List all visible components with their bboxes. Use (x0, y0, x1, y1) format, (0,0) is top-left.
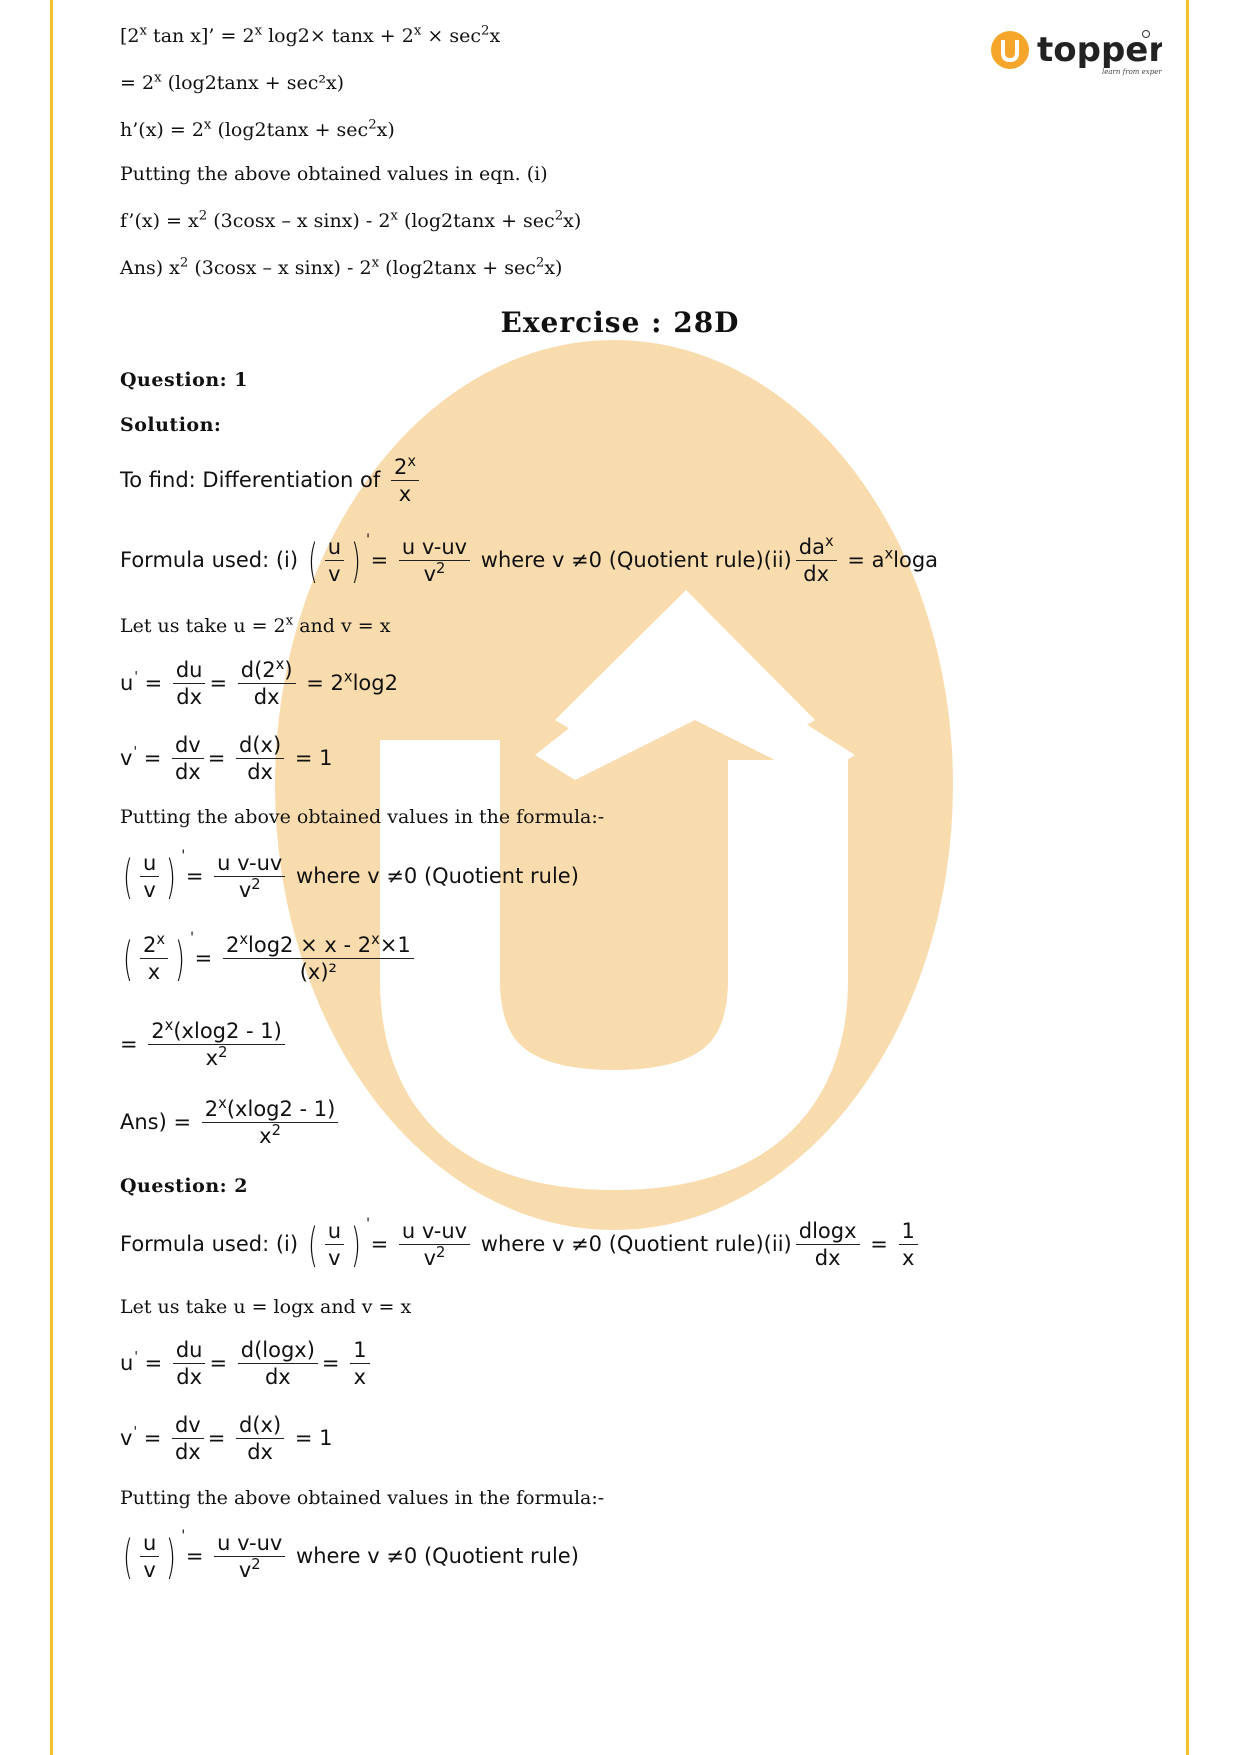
putting-text-2: Putting the above obtained values in the formula:- (120, 806, 605, 828)
quotient-rule-line-2: ( $\frac{u}{v}$ ) ' = $\frac{\text{u v-uv}}{v^2}$ where v ≠0 (Quotient rule) (123, 1528, 579, 1584)
formula-used-line: Formula used: (i) ( $\frac{u}{v}$ ) ' = $\frac{\text{u v-uv}}{v^2}$ where v ≠0 (Quotient rule)(ii) $\frac{da^x}{dx}$ = $a^x\log a$ (120, 532, 939, 588)
solution-label: Solution: (120, 414, 222, 436)
let-line-2: Let us take u = logx and v = x (120, 1296, 412, 1318)
derivative-line-2: = $2^x$ (log2tanx + sec²x) (120, 70, 345, 94)
formula-used-line-2: Formula used: (i) ( $\frac{u}{v}$ ) ' = $\frac{\text{u v-uv}}{v^2}$ where v ≠0 (Quotient rule)(ii) $\frac{dlogx}{dx}$ = $\frac{1}{x}$ (120, 1218, 922, 1272)
v-prime-line: v' = $\frac{dv}{dx}$ = $\frac{d(x)}{dx}$ = 1 (120, 733, 333, 785)
topper-logo (990, 26, 1162, 82)
u-prime-line-2: u' = $\frac{du}{dx}$ = $\frac{d(\log x)}{dx}$ = $\frac{1}{x}$ (120, 1337, 374, 1391)
question-2-label: Question: 2 (120, 1175, 248, 1197)
svg-text:learn from experts: learn from experts (1102, 68, 1162, 76)
putting-text-1: Putting the above obtained values in eqn. (i) (120, 163, 548, 185)
u-prime-line: u' = $\frac{du}{dx}$ = $\frac{d(2^x)}{dx}$ = $2^x\log 2$ (120, 655, 398, 710)
substitution-line: ( $\frac{2^x}{x}$ ) ' = $\frac{2^x\log 2 \times x - 2^x\times 1}{\text{(x)²}}$ (120, 932, 418, 986)
simplified-line: = $\frac{2^x(xlog2 - 1)}{x^2}$ (120, 1018, 289, 1072)
derivative-line-3: h’(x) = $2^x$ $(\log 2\tan x + \sec^2x)$ (120, 117, 395, 141)
derivative-line-5: f’(x) = $x^2$ (3cosx – x sinx) - 2$^x$ $(\log 2\tan x + \sec^2x)$ (120, 208, 582, 232)
answer-line-prev: Ans) $x^2$ (3cosx – x sinx) - 2$^x$ $(\log 2\tan x + \sec^2x)$ (120, 255, 563, 279)
to-find-fraction: $\frac{2^x}{x}$ (391, 454, 419, 508)
topper-logo-icon (990, 26, 1162, 82)
exp-derivative-fraction: $\frac{da^x}{dx}$ (796, 534, 837, 588)
exercise-title: Exercise : 28D (500, 306, 740, 339)
svg-text:topper: topper (1037, 30, 1162, 70)
to-find-line: To find: Differentiation of $\frac{2^x}{x}$ (120, 454, 423, 508)
quotient-rule-fraction: $\frac{\text{u v-uv}}{v^2}$ (399, 534, 470, 588)
right-page-border (1186, 0, 1189, 1755)
v-prime-line-2: v' = $\frac{dv}{dx}$ = $\frac{d(x)}{dx}$ = 1 (120, 1413, 333, 1465)
answer-line-q1: Ans) = $\frac{2^x(xlog2 - 1)}{x^2}$ (120, 1096, 342, 1150)
left-page-border (50, 0, 53, 1755)
question-1-label: Question: 1 (120, 369, 248, 391)
let-line-1: Let us take $u = 2^x$ and v = x (120, 613, 391, 637)
quotient-rule-line-1: ( $\frac{u}{v}$ ) ' = $\frac{\text{u v-uv}}{v^2}$ where v ≠0 (Quotient rule) (123, 848, 579, 904)
putting-text-3: Putting the above obtained values in the formula:- (120, 1487, 605, 1509)
derivative-line-1: [2$^x$ tan x]’ = $2^x$ $\log 2\times \tan x + 2^x \times \sec^2x$ (120, 23, 501, 47)
